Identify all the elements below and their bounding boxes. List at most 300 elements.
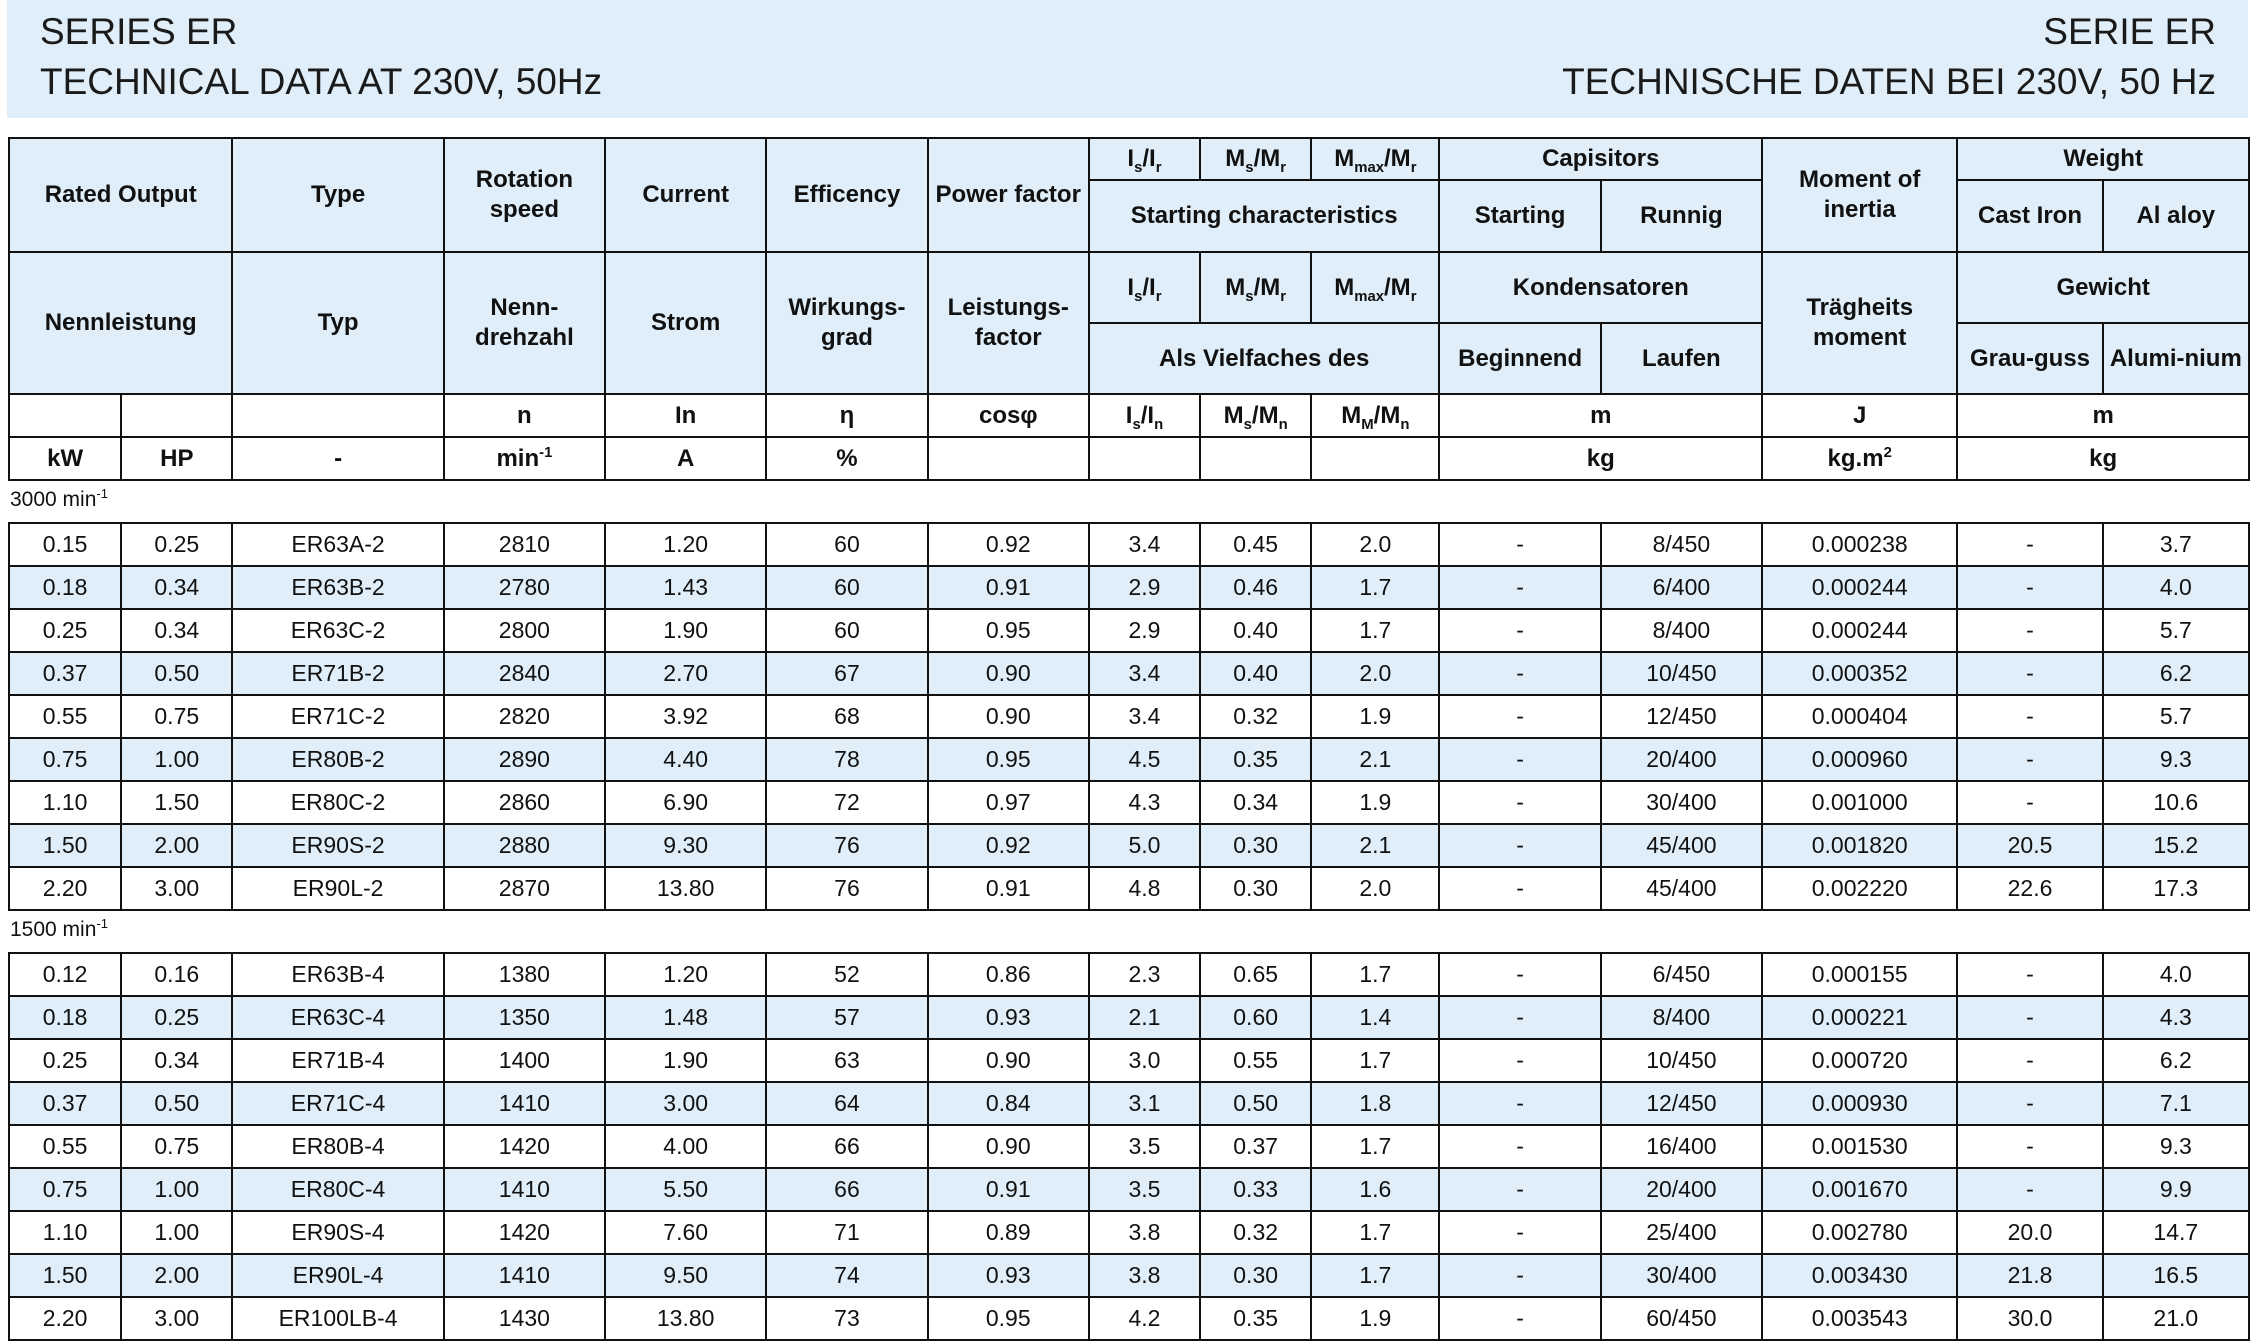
cell-inertia: 0.002220 — [1762, 867, 1957, 910]
cell-cap-running: 6/400 — [1601, 566, 1762, 609]
table-row — [9, 695, 2249, 738]
cell-inertia: 0.002780 — [1762, 1211, 1957, 1254]
cell-inertia: 0.000404 — [1762, 695, 1957, 738]
cell-type: ER63C-4 — [232, 996, 443, 1039]
cell-inertia: 0.000930 — [1762, 1082, 1957, 1125]
cell-hp: 0.75 — [121, 1125, 232, 1168]
cell-cap-running: 30/400 — [1601, 781, 1762, 824]
cell-current: 1.20 — [605, 523, 766, 566]
cell-power-factor: 0.92 — [928, 523, 1089, 566]
cell-cap-starting: - — [1439, 1082, 1600, 1125]
cell-cap-starting: - — [1439, 609, 1600, 652]
cell-mm-mn: 2.0 — [1311, 652, 1439, 695]
cell-is-in: 2.9 — [1089, 566, 1200, 609]
unit-weight: kg — [1957, 437, 2249, 480]
col-leistungsfactor: Leistungs-factor — [928, 252, 1089, 394]
cell-cap-starting: - — [1439, 1254, 1600, 1297]
sym-empty-2 — [121, 394, 232, 437]
cell-current: 9.50 — [605, 1254, 766, 1297]
cell-ms-mn: 0.40 — [1200, 652, 1311, 695]
cell-power-factor: 0.86 — [928, 953, 1089, 996]
section-label-3000: 3000 $\min^{-1}$ — [10, 486, 108, 511]
cell-cap-running: 20/400 — [1601, 738, 1762, 781]
cell-speed: 1420 — [444, 1125, 605, 1168]
cell-weight-cast-iron: - — [1957, 1125, 2102, 1168]
cell-hp: 0.50 — [121, 652, 232, 695]
cell-speed: 1410 — [444, 1254, 605, 1297]
col-al-alloy: Al aloy — [2103, 180, 2249, 252]
cell-hp: 1.00 — [121, 738, 232, 781]
table-row — [9, 781, 2249, 824]
cell-hp: 1.50 — [121, 781, 232, 824]
cell-speed: 1410 — [444, 1168, 605, 1211]
cell-speed: 2810 — [444, 523, 605, 566]
cell-current: 4.00 — [605, 1125, 766, 1168]
col-nenndrehzahl: Nenn-drehzahl — [444, 252, 605, 394]
unit-type: - — [232, 437, 443, 480]
cell-cap-running: 6/450 — [1601, 953, 1762, 996]
cell-efficiency: 63 — [766, 1039, 927, 1082]
cell-efficiency: 60 — [766, 523, 927, 566]
cell-inertia: 0.000221 — [1762, 996, 1957, 1039]
table-row — [9, 1125, 2249, 1168]
sym-is-in: $I_s/I_n$ — [1089, 394, 1200, 437]
cell-efficiency: 60 — [766, 609, 927, 652]
table-row — [9, 824, 2249, 867]
cell-hp: 1.00 — [121, 1168, 232, 1211]
col-als-vielfaches: Als Vielfaches des — [1089, 323, 1440, 394]
cell-hp: 0.75 — [121, 695, 232, 738]
cell-mm-mn: 2.0 — [1311, 867, 1439, 910]
cell-current: 13.80 — [605, 867, 766, 910]
cell-inertia: 0.001530 — [1762, 1125, 1957, 1168]
col-rotation-speed: Rotation speed — [444, 138, 605, 252]
sym-eta: η — [766, 394, 927, 437]
col-nennleistung: Nennleistung — [9, 252, 232, 394]
cell-weight-al: 4.0 — [2103, 566, 2249, 609]
cell-cap-starting: - — [1439, 781, 1600, 824]
table-row — [9, 1297, 2249, 1340]
cell-efficiency: 76 — [766, 824, 927, 867]
cell-kw: 2.20 — [9, 867, 121, 910]
cell-kw: 2.20 — [9, 1297, 121, 1340]
cell-power-factor: 0.84 — [928, 1082, 1089, 1125]
cell-ms-mn: 0.50 — [1200, 1082, 1311, 1125]
cell-mm-mn: 1.8 — [1311, 1082, 1439, 1125]
cell-weight-cast-iron: - — [1957, 695, 2102, 738]
cell-mm-mn: 1.7 — [1311, 953, 1439, 996]
table-row — [9, 566, 2249, 609]
sym-mm-mn: $M_M/M_n$ — [1311, 394, 1439, 437]
cell-current: 4.40 — [605, 738, 766, 781]
sym-m-weight: m — [1957, 394, 2249, 437]
cell-weight-al: 5.7 — [2103, 695, 2249, 738]
sym-ms-mn: $M_s/M_n$ — [1200, 394, 1311, 437]
sym-in: In — [605, 394, 766, 437]
cell-mm-mn: 1.7 — [1311, 1039, 1439, 1082]
cell-weight-cast-iron: - — [1957, 652, 2102, 695]
col-starting: Starting — [1439, 180, 1600, 252]
col-kondensatoren: Kondensatoren — [1439, 252, 1762, 323]
cell-ms-mn: 0.35 — [1200, 1297, 1311, 1340]
table-row — [9, 1254, 2249, 1297]
cell-cap-running: 8/400 — [1601, 609, 1762, 652]
cell-power-factor: 0.90 — [928, 652, 1089, 695]
col-starting-characteristics: Starting characteristics — [1089, 180, 1440, 252]
cell-cap-running: 20/400 — [1601, 1168, 1762, 1211]
cell-efficiency: 57 — [766, 996, 927, 1039]
cell-ms-mn: 0.32 — [1200, 695, 1311, 738]
cell-ms-mn: 0.30 — [1200, 824, 1311, 867]
cell-cap-running: 25/400 — [1601, 1211, 1762, 1254]
cell-weight-al: 3.7 — [2103, 523, 2249, 566]
cell-power-factor: 0.92 — [928, 824, 1089, 867]
cell-current: 6.90 — [605, 781, 766, 824]
table-row — [9, 738, 2249, 781]
cell-cap-starting: - — [1439, 824, 1600, 867]
cell-weight-al: 9.3 — [2103, 1125, 2249, 1168]
col-traegheitsmoment: Trägheits moment — [1762, 252, 1957, 394]
cell-mm-mn: 2.1 — [1311, 824, 1439, 867]
cell-is-in: 3.5 — [1089, 1168, 1200, 1211]
cell-is-in: 3.5 — [1089, 1125, 1200, 1168]
col-power-factor: Power factor — [928, 138, 1089, 252]
cell-hp: 0.25 — [121, 523, 232, 566]
cell-type: ER80B-2 — [232, 738, 443, 781]
cell-efficiency: 60 — [766, 566, 927, 609]
cell-weight-cast-iron: 20.0 — [1957, 1211, 2102, 1254]
cell-weight-cast-iron: - — [1957, 1039, 2102, 1082]
cell-mm-mn: 1.6 — [1311, 1168, 1439, 1211]
cell-type: ER71C-4 — [232, 1082, 443, 1125]
table-row — [9, 1211, 2249, 1254]
cell-weight-cast-iron: - — [1957, 781, 2102, 824]
col-ms-mr-de: $M_s/M_r$ — [1200, 252, 1311, 323]
cell-is-in: 4.8 — [1089, 867, 1200, 910]
cell-speed: 2890 — [444, 738, 605, 781]
cell-current: 3.00 — [605, 1082, 766, 1125]
cell-weight-cast-iron: 21.8 — [1957, 1254, 2102, 1297]
cell-inertia: 0.003430 — [1762, 1254, 1957, 1297]
cell-is-in: 3.1 — [1089, 1082, 1200, 1125]
cell-cap-starting: - — [1439, 1211, 1600, 1254]
cell-power-factor: 0.95 — [928, 738, 1089, 781]
cell-cap-starting: - — [1439, 566, 1600, 609]
table-row — [9, 1039, 2249, 1082]
cell-weight-cast-iron: - — [1957, 523, 2102, 566]
cell-hp: 0.16 — [121, 953, 232, 996]
sym-empty-1 — [9, 394, 121, 437]
cell-ms-mn: 0.33 — [1200, 1168, 1311, 1211]
cell-current: 1.90 — [605, 1039, 766, 1082]
cell-inertia: 0.000352 — [1762, 652, 1957, 695]
col-laufen: Laufen — [1601, 323, 1762, 394]
col-running: Runnig — [1601, 180, 1762, 252]
cell-weight-al: 15.2 — [2103, 824, 2249, 867]
cell-ms-mn: 0.55 — [1200, 1039, 1311, 1082]
title-en: SERIES ER — [40, 11, 238, 52]
cell-weight-al: 21.0 — [2103, 1297, 2249, 1340]
cell-speed: 1350 — [444, 996, 605, 1039]
cell-type: ER71B-2 — [232, 652, 443, 695]
cell-ms-mn: 0.30 — [1200, 867, 1311, 910]
unit-current: A — [605, 437, 766, 480]
cell-hp: 0.50 — [121, 1082, 232, 1125]
col-capacitors: Capisitors — [1439, 138, 1762, 180]
cell-cap-running: 30/400 — [1601, 1254, 1762, 1297]
col-moment-inertia: Moment of inertia — [1762, 138, 1957, 252]
unit-empty-1 — [1089, 437, 1200, 480]
cell-efficiency: 71 — [766, 1211, 927, 1254]
title-banner — [7, 0, 2248, 118]
cell-cap-starting: - — [1439, 523, 1600, 566]
cell-type: ER71B-4 — [232, 1039, 443, 1082]
col-beginnend: Beginnend — [1439, 323, 1600, 394]
subtitle-de: TECHNISCHE DATEN BEI 230V, 50 Hz — [1562, 61, 2216, 102]
table-row — [9, 1082, 2249, 1125]
cell-hp: 0.34 — [121, 1039, 232, 1082]
cell-speed: 1420 — [444, 1211, 605, 1254]
cell-weight-cast-iron: - — [1957, 953, 2102, 996]
cell-speed: 2870 — [444, 867, 605, 910]
col-mmax-mr: $M_{max}/M_r$ — [1311, 138, 1439, 180]
cell-efficiency: 52 — [766, 953, 927, 996]
cell-cap-starting: - — [1439, 1168, 1600, 1211]
cell-cap-starting: - — [1439, 1125, 1600, 1168]
cell-ms-mn: 0.45 — [1200, 523, 1311, 566]
cell-power-factor: 0.95 — [928, 609, 1089, 652]
cell-type: ER90S-2 — [232, 824, 443, 867]
cell-power-factor: 0.90 — [928, 695, 1089, 738]
cell-kw: 0.12 — [9, 953, 121, 996]
cell-kw: 0.25 — [9, 1039, 121, 1082]
col-cast-iron: Cast Iron — [1957, 180, 2102, 252]
cell-kw: 0.25 — [9, 609, 121, 652]
cell-current: 1.43 — [605, 566, 766, 609]
cell-efficiency: 66 — [766, 1168, 927, 1211]
cell-efficiency: 64 — [766, 1082, 927, 1125]
cell-weight-al: 9.3 — [2103, 738, 2249, 781]
cell-power-factor: 0.95 — [928, 1297, 1089, 1340]
cell-inertia: 0.001820 — [1762, 824, 1957, 867]
cell-current: 2.70 — [605, 652, 766, 695]
cell-current: 13.80 — [605, 1297, 766, 1340]
cell-efficiency: 72 — [766, 781, 927, 824]
cell-hp: 3.00 — [121, 1297, 232, 1340]
cell-efficiency: 66 — [766, 1125, 927, 1168]
cell-inertia: 0.000720 — [1762, 1039, 1957, 1082]
cell-is-in: 3.4 — [1089, 695, 1200, 738]
cell-kw: 0.18 — [9, 996, 121, 1039]
cell-cap-running: 16/400 — [1601, 1125, 1762, 1168]
cell-weight-cast-iron: 20.5 — [1957, 824, 2102, 867]
unit-empty-pf — [928, 437, 1089, 480]
col-is-ir-de: $I_s/I_r$ — [1089, 252, 1200, 323]
cell-inertia: 0.000244 — [1762, 566, 1957, 609]
cell-power-factor: 0.90 — [928, 1125, 1089, 1168]
cell-efficiency: 74 — [766, 1254, 927, 1297]
cell-ms-mn: 0.60 — [1200, 996, 1311, 1039]
cell-weight-cast-iron: - — [1957, 1168, 2102, 1211]
cell-kw: 0.55 — [9, 695, 121, 738]
cell-weight-cast-iron: 30.0 — [1957, 1297, 2102, 1340]
cell-weight-cast-iron: - — [1957, 609, 2102, 652]
cell-ms-mn: 0.34 — [1200, 781, 1311, 824]
cell-cap-running: 60/450 — [1601, 1297, 1762, 1340]
cell-cap-running: 8/400 — [1601, 996, 1762, 1039]
cell-ms-mn: 0.37 — [1200, 1125, 1311, 1168]
cell-is-in: 3.8 — [1089, 1254, 1200, 1297]
cell-is-in: 3.0 — [1089, 1039, 1200, 1082]
sym-n: n — [444, 394, 605, 437]
cell-ms-mn: 0.46 — [1200, 566, 1311, 609]
cell-is-in: 2.9 — [1089, 609, 1200, 652]
cell-ms-mn: 0.35 — [1200, 738, 1311, 781]
cell-weight-al: 4.3 — [2103, 996, 2249, 1039]
unit-empty-2 — [1200, 437, 1311, 480]
cell-hp: 0.34 — [121, 609, 232, 652]
cell-inertia: 0.000238 — [1762, 523, 1957, 566]
sym-cosphi: cosφ — [928, 394, 1089, 437]
cell-cap-running: 12/450 — [1601, 695, 1762, 738]
unit-empty-3 — [1311, 437, 1439, 480]
cell-mm-mn: 1.4 — [1311, 996, 1439, 1039]
cell-is-in: 3.4 — [1089, 523, 1200, 566]
cell-speed: 2780 — [444, 566, 605, 609]
col-aluminium: Alumi-nium — [2103, 323, 2249, 394]
cell-cap-running: 8/450 — [1601, 523, 1762, 566]
table-row — [9, 867, 2249, 910]
cell-power-factor: 0.91 — [928, 566, 1089, 609]
cell-weight-al: 7.1 — [2103, 1082, 2249, 1125]
col-current: Current — [605, 138, 766, 252]
cell-weight-cast-iron: - — [1957, 1082, 2102, 1125]
cell-speed: 1400 — [444, 1039, 605, 1082]
cell-cap-starting: - — [1439, 867, 1600, 910]
cell-kw: 0.37 — [9, 652, 121, 695]
cell-is-in: 2.3 — [1089, 953, 1200, 996]
cell-hp: 3.00 — [121, 867, 232, 910]
cell-weight-al: 17.3 — [2103, 867, 2249, 910]
cell-speed: 2880 — [444, 824, 605, 867]
cell-cap-starting: - — [1439, 1039, 1600, 1082]
cell-mm-mn: 1.7 — [1311, 609, 1439, 652]
cell-efficiency: 73 — [766, 1297, 927, 1340]
cell-speed: 2860 — [444, 781, 605, 824]
cell-weight-al: 4.0 — [2103, 953, 2249, 996]
cell-weight-cast-iron: 22.6 — [1957, 867, 2102, 910]
cell-inertia: 0.000960 — [1762, 738, 1957, 781]
sym-m-cap: m — [1439, 394, 1762, 437]
cell-cap-running: 45/400 — [1601, 867, 1762, 910]
cell-kw: 0.37 — [9, 1082, 121, 1125]
unit-hp: HP — [121, 437, 232, 480]
cell-speed: 1410 — [444, 1082, 605, 1125]
table-row — [9, 652, 2249, 695]
cell-inertia: 0.000244 — [1762, 609, 1957, 652]
cell-current: 1.48 — [605, 996, 766, 1039]
cell-current: 1.20 — [605, 953, 766, 996]
cell-type: ER63B-4 — [232, 953, 443, 996]
cell-mm-mn: 1.9 — [1311, 1297, 1439, 1340]
cell-cap-running: 45/400 — [1601, 824, 1762, 867]
col-graugus: Grau-guss — [1957, 323, 2102, 394]
col-is-ir: $I_s/I_r$ — [1089, 138, 1200, 180]
cell-hp: 2.00 — [121, 1254, 232, 1297]
cell-kw: 1.50 — [9, 1254, 121, 1297]
cell-mm-mn: 1.7 — [1311, 1254, 1439, 1297]
header-table — [8, 137, 2250, 481]
cell-inertia: 0.000155 — [1762, 953, 1957, 996]
cell-current: 9.30 — [605, 824, 766, 867]
cell-efficiency: 68 — [766, 695, 927, 738]
cell-mm-mn: 1.7 — [1311, 1125, 1439, 1168]
col-rated-output: Rated Output — [9, 138, 232, 252]
cell-hp: 0.34 — [121, 566, 232, 609]
cell-mm-mn: 1.9 — [1311, 695, 1439, 738]
cell-weight-al: 14.7 — [2103, 1211, 2249, 1254]
table-row — [9, 609, 2249, 652]
cell-hp: 1.00 — [121, 1211, 232, 1254]
sym-empty-3 — [232, 394, 443, 437]
cell-type: ER63C-2 — [232, 609, 443, 652]
cell-ms-mn: 0.65 — [1200, 953, 1311, 996]
cell-speed: 1430 — [444, 1297, 605, 1340]
cell-cap-running: 12/450 — [1601, 1082, 1762, 1125]
col-strom: Strom — [605, 252, 766, 394]
cell-current: 3.92 — [605, 695, 766, 738]
cell-inertia: 0.001000 — [1762, 781, 1957, 824]
col-mmax-mr-de: $M_{max}/M_r$ — [1311, 252, 1439, 323]
title-de: SERIE ER — [2043, 11, 2216, 52]
cell-weight-al: 10.6 — [2103, 781, 2249, 824]
cell-power-factor: 0.93 — [928, 996, 1089, 1039]
cell-inertia: 0.001670 — [1762, 1168, 1957, 1211]
section-label-1500: 1500 $\min^{-1}$ — [10, 916, 108, 941]
cell-power-factor: 0.90 — [928, 1039, 1089, 1082]
cell-cap-starting: - — [1439, 1297, 1600, 1340]
cell-is-in: 5.0 — [1089, 824, 1200, 867]
cell-speed: 2800 — [444, 609, 605, 652]
cell-type: ER90L-2 — [232, 867, 443, 910]
cell-power-factor: 0.93 — [928, 1254, 1089, 1297]
cell-type: ER63A-2 — [232, 523, 443, 566]
cell-type: ER80C-4 — [232, 1168, 443, 1211]
unit-kw: kW — [9, 437, 121, 480]
cell-kw: 0.75 — [9, 1168, 121, 1211]
cell-type: ER80C-2 — [232, 781, 443, 824]
cell-mm-mn: 2.0 — [1311, 523, 1439, 566]
col-wirkungsgrad: Wirkungs-grad — [766, 252, 927, 394]
table-row — [9, 1168, 2249, 1211]
cell-weight-al: 16.5 — [2103, 1254, 2249, 1297]
cell-inertia: 0.003543 — [1762, 1297, 1957, 1340]
cell-is-in: 4.5 — [1089, 738, 1200, 781]
cell-kw: 1.50 — [9, 824, 121, 867]
cell-type: ER90S-4 — [232, 1211, 443, 1254]
sym-j: J — [1762, 394, 1957, 437]
unit-speed: $\min^{-1}$ — [444, 437, 605, 480]
cell-mm-mn: 1.7 — [1311, 1211, 1439, 1254]
cell-cap-starting: - — [1439, 953, 1600, 996]
cell-kw: 1.10 — [9, 1211, 121, 1254]
cell-current: 7.60 — [605, 1211, 766, 1254]
cell-cap-running: 10/450 — [1601, 1039, 1762, 1082]
unit-efficiency: % — [766, 437, 927, 480]
cell-current: 5.50 — [605, 1168, 766, 1211]
cell-is-in: 2.1 — [1089, 996, 1200, 1039]
cell-weight-cast-iron: - — [1957, 566, 2102, 609]
